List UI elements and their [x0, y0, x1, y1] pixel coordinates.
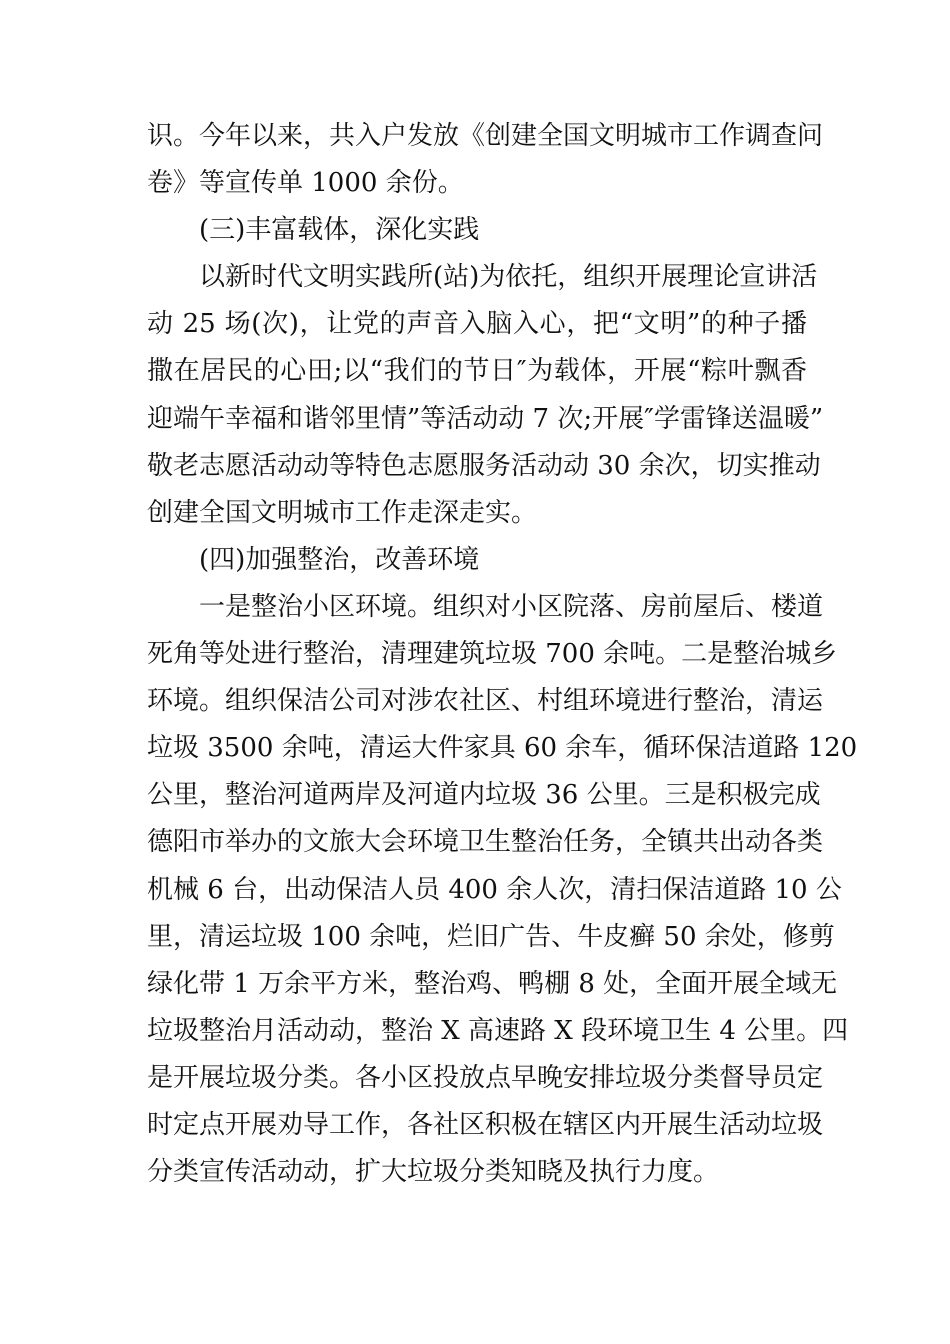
text-line: 一是整治小区环境。组织对小区院落、房前屋后、楼道	[199, 591, 824, 622]
text-line: 撒在居民的心田;以“我们的节日″为载体，开展“粽叶飘香	[147, 356, 807, 387]
text-line: 机械 6 台，出动保洁人员 400 余人次，清扫保洁道路 10 公	[147, 874, 842, 905]
text-line: (三)丰富载体，深化实践	[199, 215, 480, 246]
text-line: 迎端午幸福和谐邻里情”等活动动 7 次;开展″学雷锋送温暖”	[147, 403, 824, 434]
text-line: 动 25 场(次)，让党的声音入脑入心，把“文明”的种子播	[147, 309, 807, 340]
body-text	[147, 113, 858, 1196]
text-line: 绿化带 1 万余平方米，整治鸡、鸭棚 8 处，全面开展全域无	[147, 968, 838, 999]
text-line: 识。今年以来，共入户发放《创建全国文明城市工作调查问	[147, 121, 824, 151]
text-line: 死角等处进行整治，清理建筑垃圾 700 余吨。二是整治城乡	[147, 639, 838, 670]
text-line: 卷》等宣传单 1000 余份。	[147, 168, 464, 199]
text-line: 敬老志愿活动动等特色志愿服务活动动 30 余次，切实推动	[147, 450, 821, 481]
text-line: 垃圾 3500 余吨，清运大件家具 60 余车，循环保洁道路 120	[147, 733, 858, 764]
text-line: 创建全国文明城市工作走深走实。	[147, 497, 538, 528]
text-line: 里，清运垃圾 100 余吨，烂旧广告、牛皮癣 50 余处，修剪	[147, 921, 835, 952]
text-line: 是开展垃圾分类。各小区投放点早晚安排垃圾分类督导员定	[147, 1062, 824, 1093]
text-line: 时定点开展劝导工作，各社区积极在辖区内开展生活动垃圾	[147, 1109, 824, 1140]
text-line: 德阳市举办的文旅大会环境卫生整治任务，全镇共出动各类	[147, 827, 824, 858]
text-line: 垃圾整治月活动动，整治 X 高速路 X 段环境卫生 4 公里。四	[147, 1015, 849, 1046]
text-line: (四)加强整治，改善环境	[199, 544, 480, 575]
text-line: 分类宣传活动动，扩大垃圾分类知晓及执行力度。	[147, 1157, 720, 1188]
text-line: 环境。组织保洁公司对涉农社区、村组环境进行整治，清运	[147, 686, 824, 717]
text-line: 以新时代文明实践所(站)为依托，组织开展理论宣讲活	[199, 262, 818, 293]
text-line: 公里，整治河道两岸及河道内垃圾 36 公里。三是积极完成	[147, 780, 821, 811]
